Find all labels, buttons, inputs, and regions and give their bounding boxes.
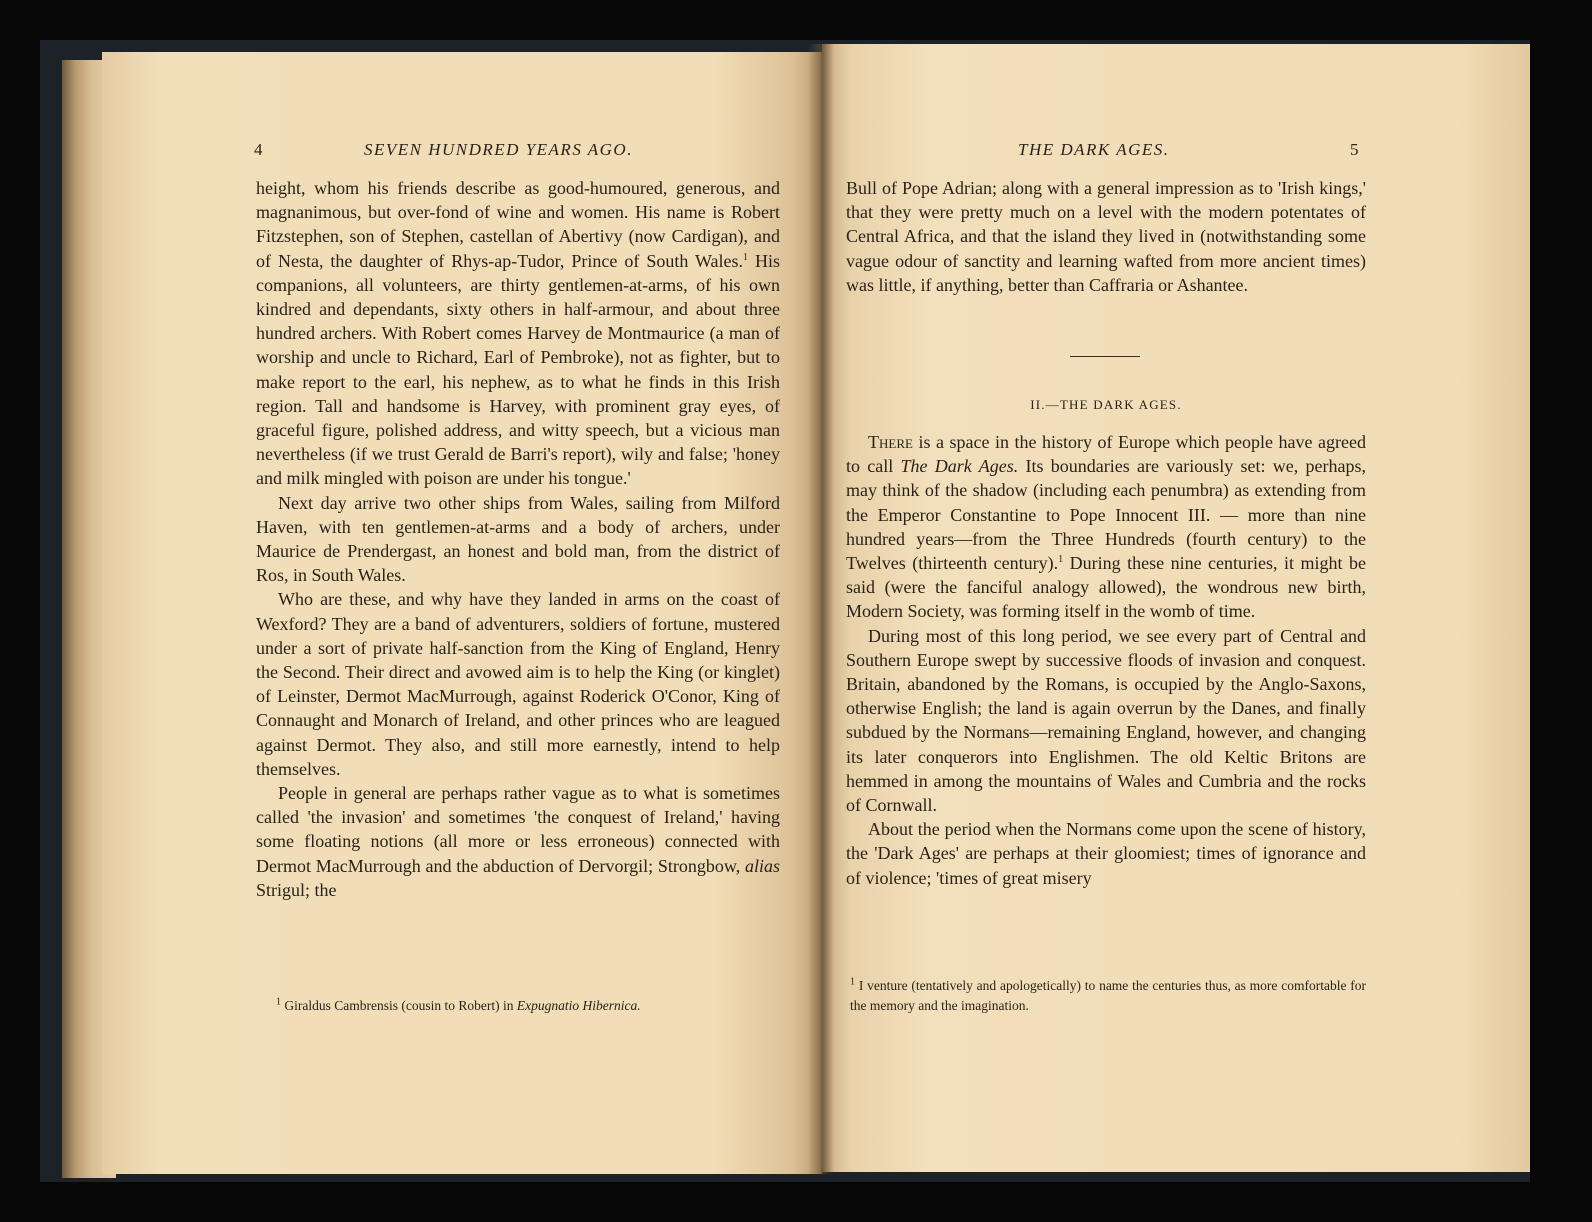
- right-footnote: [850, 976, 1366, 1016]
- left-text-block: [256, 176, 780, 902]
- footnote-ref: 1: [743, 251, 749, 263]
- paragraph-text: Strigul; the: [256, 879, 337, 900]
- footnote-text: I venture (tentatively and apologetically) to name the centuries thus, as more comfortable for the memory and the imagination.: [850, 978, 1366, 1013]
- paragraph-text: His companions, all volunteers, are thirty gentlemen-at-arms, of his own kindred and dependants, sixty others in half-armour, and about three hundred archers. With Robert comes Harvey de Montmaurice (a man of worship and uncle to Richard, Earl of Pembroke), not as fighter, but to make report to the earl, his nephew, as to what he finds in this Irish region. Tall and handsome is Harvey, with prominent gray eyes, of graceful figure, polished address, and witty speech, but a vicious man nevertheless (if we trust Gerald de Barri's report), wily and false; 'honey and milk mingled with poison are under his tongue.': [256, 250, 780, 489]
- left-paragraph: [256, 176, 780, 491]
- right-page-number: 5: [1350, 140, 1359, 159]
- right-paragraph: [846, 430, 1366, 624]
- left-paragraph: Who are these, and why have they landed in arms on the coast of Wexford? They are a band of adventurers, soldiers of fortune, mustered under a sort of private half-sanction from the King of England, Henry the Second. Their direct and avowed aim is to help the King (or kinglet) of Leinster, Dermot MacMurrough, against Roderick O'Conor, King of Connaught and Monarch of Ireland, and other princes who are leagued against Dermot. They also, and still more earnestly, intend to help themselves.: [256, 589, 780, 779]
- section-divider: [1070, 356, 1140, 357]
- paragraph-text: is a space in the history of Europe which people have agreed to call: [846, 432, 1366, 477]
- right-opening-block: [846, 176, 1366, 297]
- left-paragraph: Next day arrive two other ships from Wales, sailing from Milford Haven, with ten gentlemen-at-arms and a body of archers, under Maurice de Prendergast, an honest and bold man, from the district of Ros, in South Wales.: [256, 492, 780, 586]
- left-footnote: [276, 996, 776, 1016]
- paragraph-text: height, whom his friends describe as good-humoured, generous, and magnanimous, but over-fond of wine and women. His name is Robert Fitzstephen, son of Stephen, castellan of Abertivy (now Cardigan), and of Nesta, the daughter of Rhys-ap-Tudor, Prince of South Wales.: [256, 178, 780, 271]
- footnote-text: Giraldus Cambrensis (cousin to Robert) in: [284, 998, 517, 1013]
- drop-word: There: [868, 432, 913, 452]
- left-running-head: SEVEN HUNDRED YEARS AGO.: [364, 140, 633, 159]
- left-paragraph: [256, 781, 780, 902]
- left-page-number: 4: [254, 140, 263, 159]
- footnote-ref: 1: [1058, 554, 1064, 566]
- book-gutter: [808, 44, 834, 1174]
- footnote-marker: 1: [850, 976, 855, 988]
- right-text-block: [846, 430, 1366, 890]
- right-paragraph: About the period when the Normans come upon the scene of history, the 'Dark Ages' are perhaps at their gloomiest; times of ignorance and of violence; 'times of great misery: [846, 819, 1366, 888]
- footnote-italic: Expugnatio Hibernica.: [516, 998, 641, 1013]
- paragraph-text: During these nine centuries, it might be said (were the fanciful analogy allowed), the wondrous new birth, Modern Society, was forming itself in the womb of time.: [846, 553, 1366, 622]
- italic-text: The Dark Ages.: [900, 456, 1019, 477]
- italic-text: alias: [744, 855, 780, 876]
- right-paragraph: During most of this long period, we see every part of Central and Southern Europe swept by successive floods of invasion and conquest. Britain, abandoned by the Romans, is occupied by the Anglo-Saxons, otherwise English; the land is again overrun by the Danes, and finally subdued by the Normans—remaining England, however, and changing its later conquerors into Englishmen. The old Keltic Britons are hemmed in among the mountains of Wales and Cumbria and the rocks of Cornwall.: [846, 625, 1366, 816]
- section-heading: II.—THE DARK AGES.: [1030, 397, 1182, 412]
- right-paragraph: Bull of Pope Adrian; along with a general impression as to 'Irish kings,' that they were pretty much on a level with the modern potentates of Central Africa, and that the island they lived in (notwithstanding some vague odour of sanctity and learning wafted from more ancient times) was little, if anything, better than Caffraria or Ashantee.: [846, 178, 1366, 295]
- paragraph-text: People in general are perhaps rather vague as to what is sometimes called 'the invasion' and sometimes 'the conquest of Ireland,' having some floating notions (all more or less erroneous) connected with Dermot MacMurrough and the abduction of Dervorgil; Strongbow,: [256, 783, 780, 876]
- right-running-head: THE DARK AGES.: [1018, 140, 1170, 159]
- footnote-marker: 1: [276, 996, 281, 1008]
- paragraph-text: Its boundaries are variously set: we, perhaps, may think of the shadow (including each penumbra) as extending from the Emperor Constantine to Pope Innocent III. — more than nine hundred years—from the Three Hundreds (fourth century) to the Twelves (thirteenth century).: [846, 456, 1366, 574]
